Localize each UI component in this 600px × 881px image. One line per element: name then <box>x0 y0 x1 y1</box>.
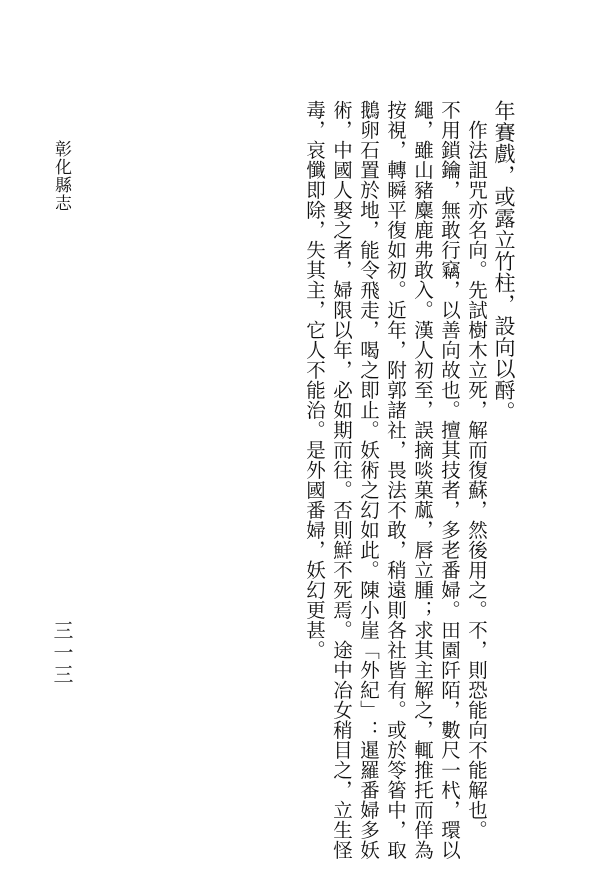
body-text <box>301 100 517 860</box>
text-column: 作法詛咒亦名向。先試樹木立死，解而復蘇，然後用之。不，則恐能向不能解也。 <box>465 100 488 840</box>
text-column: 按視，轉瞬平復如初。近年，附郭諸社，畏法不敢，稍遠則各社皆有。或於笭箵中，取 <box>384 100 407 860</box>
text-column: 鵝卵石置於地，能令飛走，喝之即止。妖術之幻如此。陳小崖「外紀」：暹羅番婦多妖 <box>357 100 380 860</box>
running-head: 彰化縣志 <box>51 140 71 212</box>
text-column: 術，中國人娶之者，婦限以年，必如期而往。否則鮮不死焉。途中冶女稍目之，立生怪 <box>330 100 353 860</box>
page-number: 三一三 <box>50 620 74 686</box>
text-column: 年賽戲，或露立竹柱，設向以酹。 <box>492 100 516 423</box>
text-column: 繩，雖山豬麋鹿弗敢入。漢人初至，誤摘啖菓蓏，唇立腫；求其主解之，輒推托而佯為 <box>411 100 434 860</box>
text-column: 不用鎖鑰，無敢行竊，以善向故也。擅其技者，多老番婦。田園阡陌，數尺一杙，環以 <box>438 100 461 860</box>
text-column: 毒，哀懺即除，失其主，它人不能治。是外國番婦，妖幻更甚。 <box>303 100 326 660</box>
